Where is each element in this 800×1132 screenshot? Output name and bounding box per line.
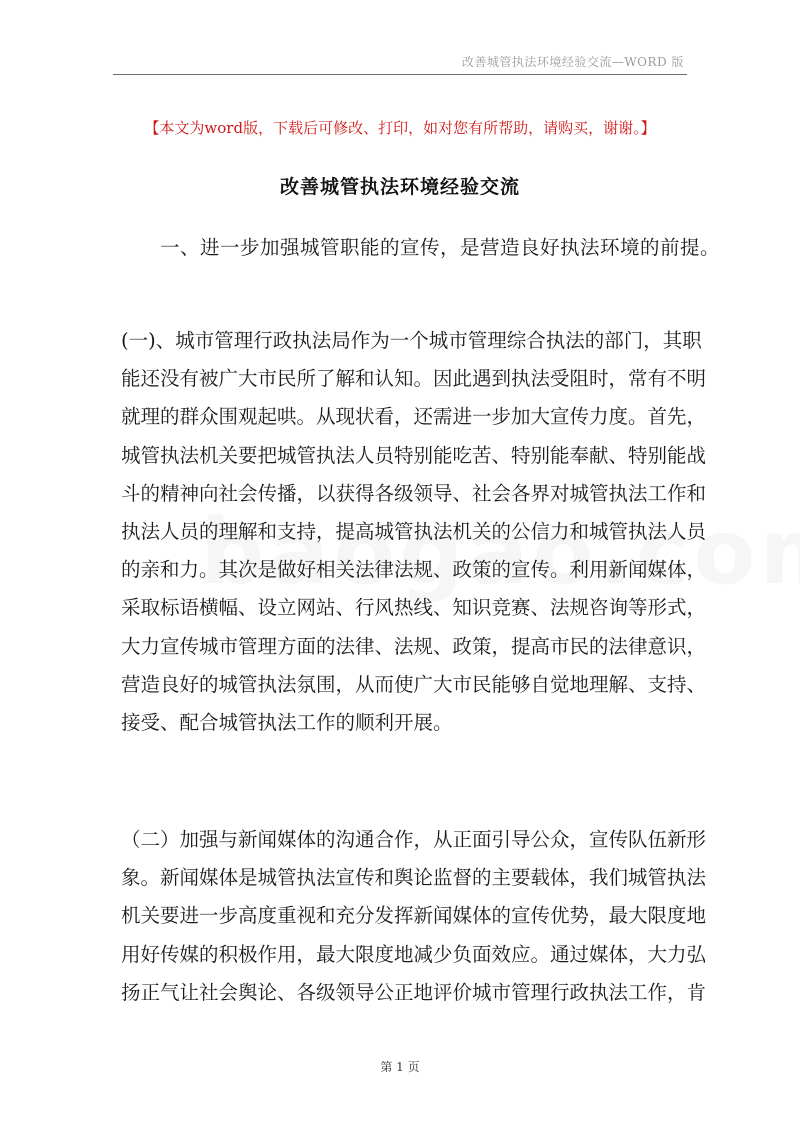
- document-title: 改善城管执法环境经验交流: [279, 176, 520, 198]
- page-number: 第 1 页: [380, 1060, 420, 1074]
- paragraph-line: 用好传媒的积极作用，最大限度地减少负面效应。通过媒体，大力弘: [121, 942, 707, 966]
- paragraph-line: 扬正气让社会舆论、各级领导公正地评价城市管理行政执法工作，肯: [121, 980, 707, 1004]
- header-divider: [113, 74, 687, 75]
- download-notice: 【本文为word版，下载后可修改、打印，如对您有所帮助，请购买，谢谢。】: [144, 119, 656, 137]
- paragraph-line: 执法人员的理解和支持，提高城管执法机关的公信力和城管执法人员: [121, 520, 707, 544]
- paragraph-line: （二）加强与新闻媒体的沟通合作，从正面引导公众，宣传队伍新形: [121, 828, 707, 851]
- running-header: 改善城管执法环境经验交流—WORD 版: [461, 55, 684, 69]
- paragraph-line: 机关要进一步高度重视和充分发挥新闻媒体的宣传优势，最大限度地: [121, 904, 707, 928]
- paragraph-line: 斗的精神向社会传播，以获得各级领导、社会各界对城管执法工作和: [121, 481, 707, 505]
- paragraph-line: (一)、城市管理行政执法局作为一个城市管理综合执法的部门，其职: [121, 329, 702, 352]
- paragraph-1: [121, 322, 707, 742]
- paragraph-line: 城管执法机关要把城管执法人员特别能吃苦、特别能奉献、特别能战: [121, 443, 707, 467]
- section-heading: 一、进一步加强城管职能的宣传，是营造良好执法环境的前提。: [160, 236, 721, 259]
- paragraph-2: [121, 821, 707, 1012]
- paragraph-line: 采取标语横幅、设立网站、行风热线、知识竞赛、法规咨询等形式，: [121, 596, 707, 620]
- paragraph-line: 象。新闻媒体是城管执法宣传和舆论监督的主要载体，我们城管执法: [121, 866, 707, 890]
- paragraph-line: 就理的群众围观起哄。从现状看，还需进一步加大宣传力度。首先，: [121, 405, 707, 429]
- paragraph-line: 的亲和力。其次是做好相关法律法规、政策的宣传。利用新闻媒体，: [121, 558, 707, 582]
- paragraph-line: 能还没有被广大市民所了解和认知。因此遇到执法受阻时，常有不明: [121, 367, 707, 391]
- paragraph-line: 营造良好的城管执法氛围，从而使广大市民能够自觉地理解、支持、: [121, 672, 707, 696]
- paragraph-line: 大力宣传城市管理方面的法律、法规、政策，提高市民的法律意识，: [121, 634, 707, 658]
- paragraph-line: 接受、配合城管执法工作的顺利开展。: [121, 711, 453, 735]
